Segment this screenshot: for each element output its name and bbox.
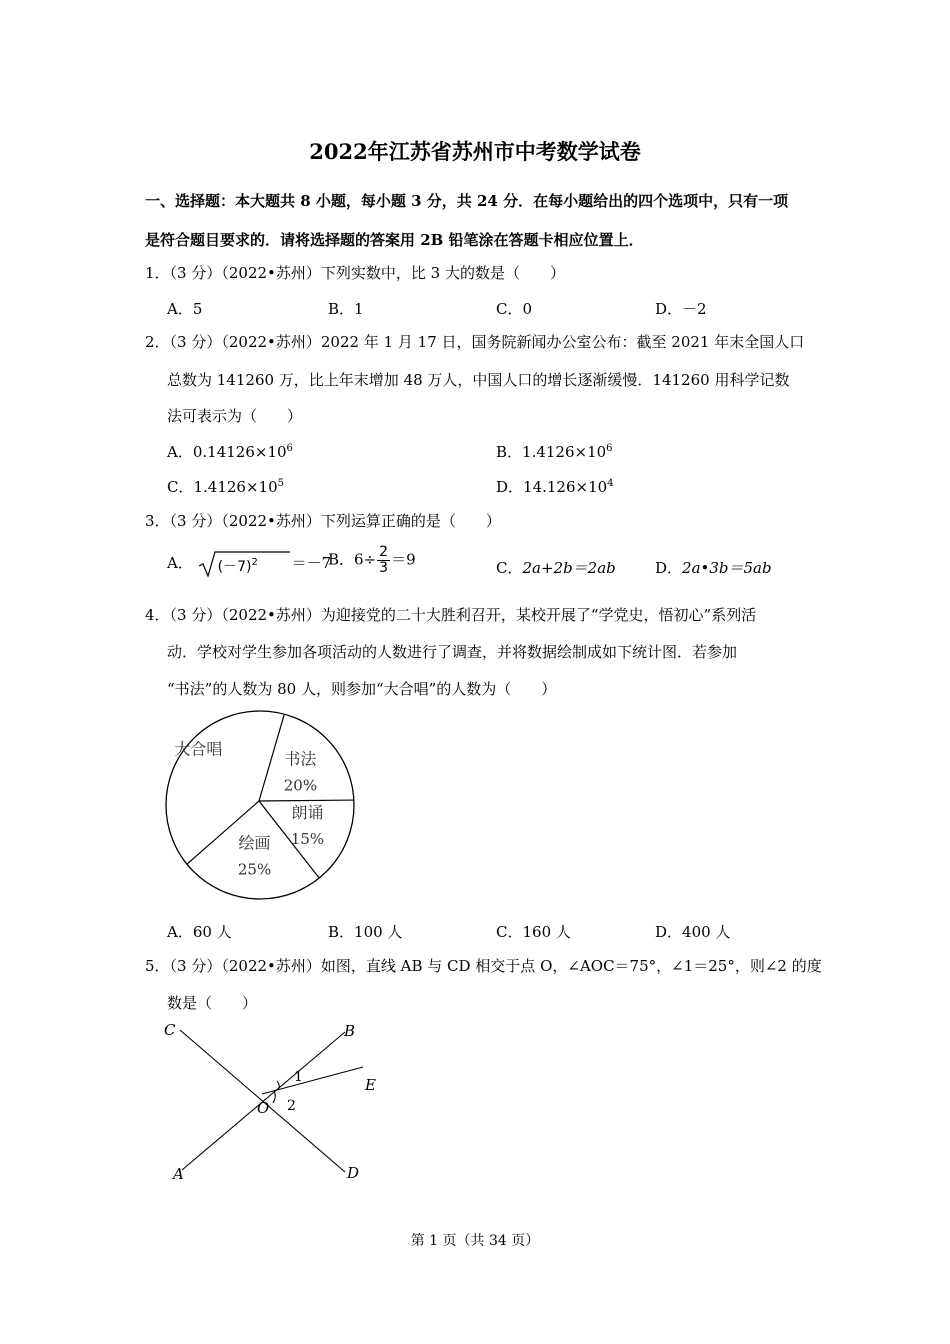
option-exponent: 6 xyxy=(286,443,293,454)
q5-stem-line2: 数是（ ） xyxy=(167,994,258,1012)
label-c: C xyxy=(164,1021,176,1039)
slice-label-3: 大合唱 xyxy=(174,739,223,759)
fraction-denominator: 3 xyxy=(379,560,389,576)
fraction-numerator: 2 xyxy=(379,544,389,560)
q1-option-a: A．5 xyxy=(167,300,203,318)
slice-label-0: 书法 xyxy=(284,749,317,769)
option-exponent: 4 xyxy=(607,478,614,489)
slice-label-2: 绘画 xyxy=(238,833,271,853)
q2-option-b xyxy=(496,441,613,462)
option-expr: 2a•3b＝5ab xyxy=(682,559,772,577)
q4-stem-line3: “书法”的人数为 80 人，则参加“大合唱”的人数为（ ） xyxy=(167,680,557,698)
label-o: O xyxy=(257,1099,270,1117)
option-label: D． xyxy=(496,478,524,496)
q2-stem-line2: 总数为 141260 万，比上年末增加 48 万人，中国人口的增长逐渐缓慢．141260 用科学记数 xyxy=(167,371,790,389)
option-expr: 2a+2b＝2ab xyxy=(522,559,616,577)
slice-divider-1 xyxy=(259,800,354,801)
option-label: D． xyxy=(655,559,683,577)
radicand-text: (－7) xyxy=(217,559,252,575)
q4-option-c: C．160 人 xyxy=(496,923,571,941)
option-label: C． xyxy=(496,559,523,577)
q2-option-d xyxy=(496,476,614,497)
fraction xyxy=(377,545,390,576)
pie-chart xyxy=(160,705,365,905)
q1-option-c: C．0 xyxy=(496,300,533,318)
q1-stem: 1．（3 分）（2022•苏州）下列实数中，比 3 大的数是（ ） xyxy=(145,264,565,282)
option-base: 0.14126×10 xyxy=(192,443,287,461)
radicand-power: 2 xyxy=(251,557,258,568)
slice-label-1: 朗诵 xyxy=(291,803,324,823)
option-label: C． xyxy=(167,478,194,496)
q4-stem-line2: 动．学校对学生参加各项活动的人数进行了调查，并将数据绘制成如下统计图．若参加 xyxy=(167,643,738,661)
q5-stem-line1: 5．（3 分）（2022•苏州）如图，直线 AB 与 CD 相交于点 O，∠AOC＝75°，∠1＝25°，则∠2 的度 xyxy=(145,957,822,975)
q2-option-a xyxy=(167,441,293,462)
q3-option-d xyxy=(655,557,772,578)
q2-option-c xyxy=(167,476,284,497)
slice-percent-1: 15% xyxy=(290,830,325,849)
q3-stem: 3．（3 分）（2022•苏州）下列运算正确的是（ ） xyxy=(145,512,501,530)
label-angle2: 2 xyxy=(287,1098,296,1114)
label-e: E xyxy=(365,1076,376,1094)
page-title: 2022年江苏省苏州市中考数学试卷 xyxy=(309,139,641,164)
option-exponent: 5 xyxy=(277,478,284,489)
option-label: A． xyxy=(167,554,193,572)
label-b: B xyxy=(344,1022,356,1040)
q4-stem-line1: 4．（3 分）（2022•苏州）为迎接党的二十大胜利召开，某校开展了“学党史，悟初心”系列活 xyxy=(145,606,757,624)
ray-oe xyxy=(262,1067,363,1094)
intersecting-lines-figure xyxy=(160,1015,390,1190)
q2-stem-line3: 法可表示为（ ） xyxy=(167,407,303,425)
option-rhs: ＝－7 xyxy=(291,554,332,572)
option-label: B． xyxy=(496,443,523,461)
q1-option-d: D．－2 xyxy=(655,300,707,318)
slice-divider-0 xyxy=(259,714,284,801)
q1-option-b: B．1 xyxy=(328,300,364,318)
q3-option-b xyxy=(328,545,416,576)
option-base: 1.4126×10 xyxy=(522,443,607,461)
label-a: A xyxy=(173,1165,184,1183)
section-heading-line1: 一、选择题：本大题共 8 小题，每小题 3 分，共 24 分．在每小题给出的四个选项中，只有一项 xyxy=(145,192,789,210)
option-base: 1.4126×10 xyxy=(193,478,278,496)
option-base: 14.126×10 xyxy=(523,478,608,496)
label-d: D xyxy=(347,1164,360,1182)
q4-option-d: D．400 人 xyxy=(655,923,731,941)
slice-divider-3 xyxy=(187,801,259,864)
option-label: A． xyxy=(167,443,193,461)
label-angle1: 1 xyxy=(294,1069,303,1085)
q3-option-c xyxy=(496,557,616,578)
option-left: 6÷ xyxy=(354,550,377,569)
q4-option-b: B．100 人 xyxy=(328,923,403,941)
q4-option-a: A．60 人 xyxy=(167,923,232,941)
slice-percent-2: 25% xyxy=(237,860,272,879)
radicand xyxy=(218,556,258,576)
slice-percent-0: 20% xyxy=(283,776,318,795)
option-exponent: 6 xyxy=(606,443,613,454)
page-footer: 第 1 页（共 34 页） xyxy=(410,1233,540,1249)
q3-option-a xyxy=(167,550,331,578)
option-label: B． xyxy=(328,550,355,569)
q2-stem-line1: 2．（3 分）（2022•苏州）2022 年 1 月 17 日，国务院新闻办公室公布：截至 2021 年末全国人口 xyxy=(145,333,805,351)
option-rhs: ＝9 xyxy=(391,550,416,569)
section-heading-line2: 是符合题目要求的．请将选择题的答案用 2B 铅笔涂在答题卡相应位置上． xyxy=(145,231,644,249)
sqrt-expression xyxy=(198,550,292,578)
